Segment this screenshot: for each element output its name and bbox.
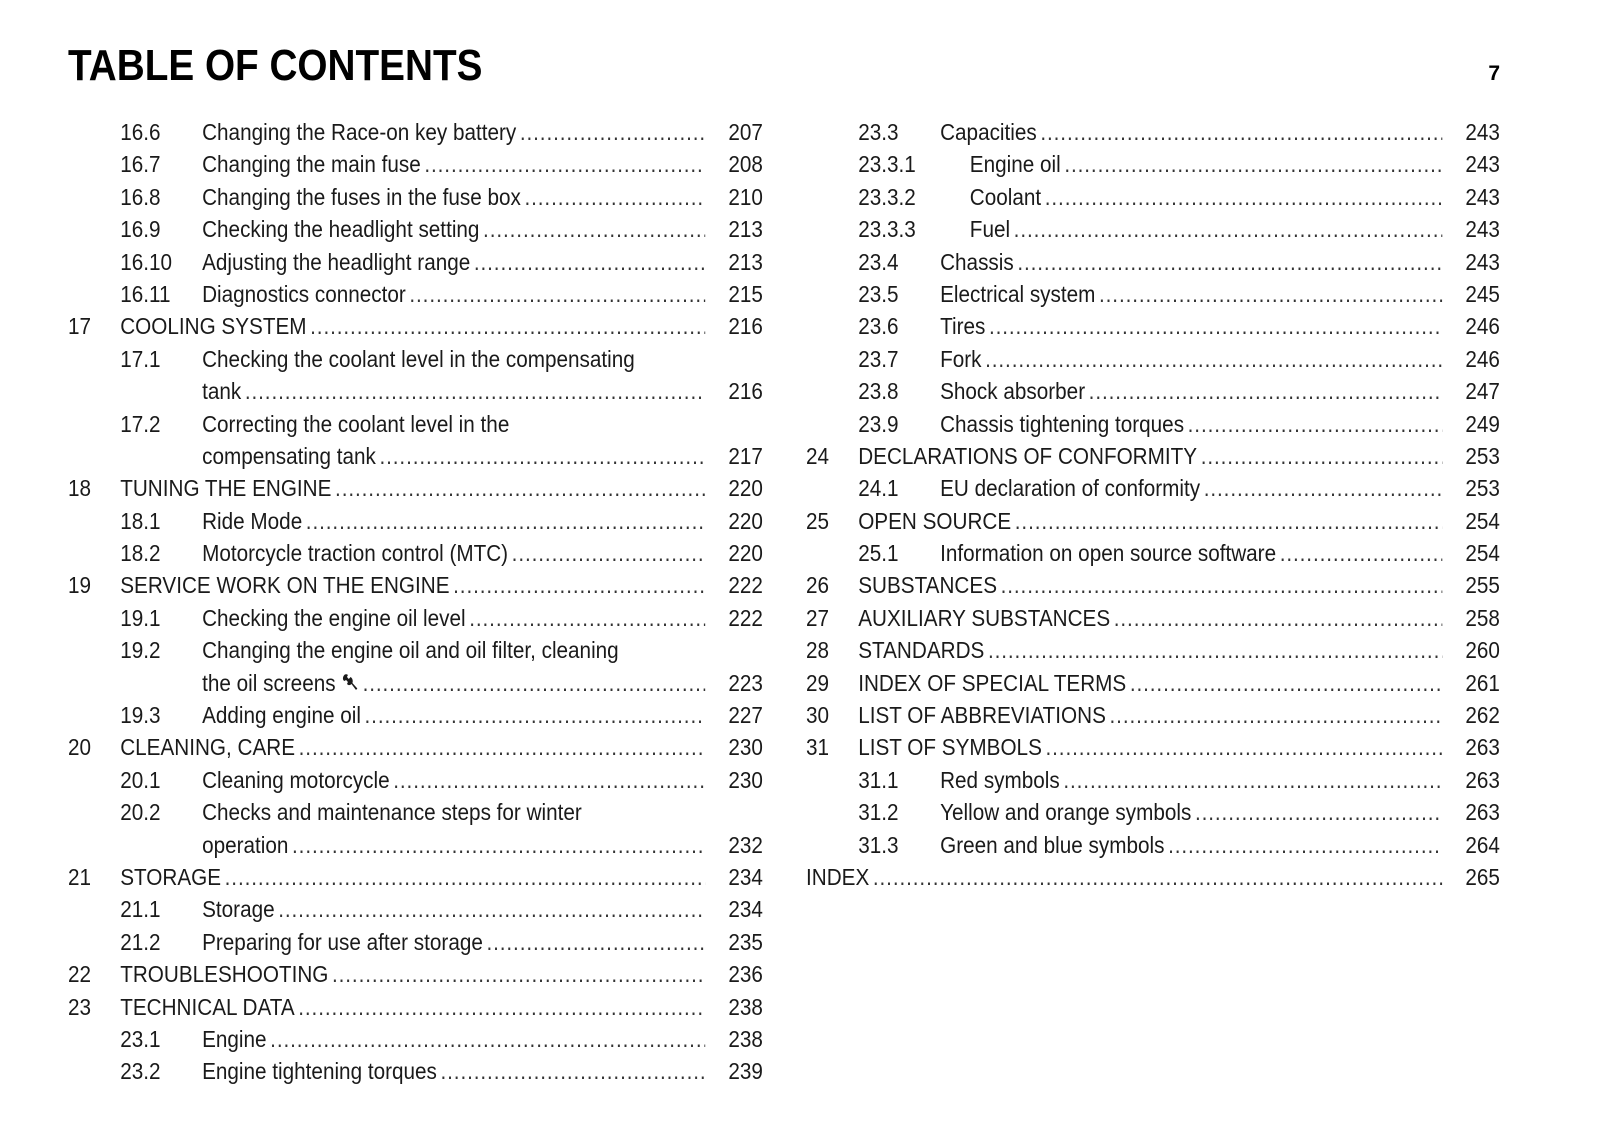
toc-entry-title: INDEX xyxy=(806,861,873,893)
dot-leader xyxy=(453,569,705,601)
toc-entry-continuation[interactable] xyxy=(68,667,763,699)
toc-entry-page: 255 xyxy=(1465,572,1500,599)
toc-entry-title: AUXILIARY SUBSTANCES xyxy=(858,602,1114,634)
toc-entry-number: 28 xyxy=(806,637,830,664)
toc-entry-page: 220 xyxy=(728,475,763,502)
dot-leader xyxy=(363,667,706,699)
dot-leader xyxy=(469,602,705,634)
toc-entry-page: 260 xyxy=(1465,637,1500,664)
dot-leader xyxy=(1110,699,1443,731)
dot-leader xyxy=(299,731,706,763)
toc-entry-number: 20 xyxy=(68,734,92,761)
toc-entry-title: Ride Mode xyxy=(202,505,306,537)
toc-entry-page: 213 xyxy=(728,216,763,243)
toc-entry-title-continuation: operation xyxy=(202,831,289,858)
toc-entry-number: 20.2 xyxy=(120,799,161,826)
toc-entry-page: 222 xyxy=(728,572,763,599)
toc-entry-title: Red symbols xyxy=(940,764,1063,796)
dot-leader xyxy=(524,181,705,213)
toc-entry-page: 223 xyxy=(728,669,763,696)
toc-entry-page: 243 xyxy=(1465,248,1500,275)
toc-entry-title: Motorcycle traction control (MTC) xyxy=(202,537,512,569)
toc-entry-title: Checks and maintenance steps for winter xyxy=(202,799,582,826)
dot-leader xyxy=(1099,278,1442,310)
toc-entry-page: 234 xyxy=(728,896,763,923)
toc-entry-page: 230 xyxy=(728,734,763,761)
dot-leader xyxy=(1014,213,1443,245)
toc-entry-title: Checking the headlight setting xyxy=(202,213,483,245)
dot-leader xyxy=(1045,181,1443,213)
toc-entry-page: 253 xyxy=(1465,442,1500,469)
toc-entry[interactable] xyxy=(68,181,763,213)
dot-leader xyxy=(1195,796,1442,828)
toc-entry-title: Shock absorber xyxy=(940,375,1089,407)
toc-entry-number: 23.3.3 xyxy=(858,216,916,243)
toc-entry-title: SUBSTANCES xyxy=(858,569,1000,601)
toc-entry-number: 23.9 xyxy=(858,410,899,437)
toc-entry[interactable] xyxy=(806,408,1500,440)
toc-entry-page: 230 xyxy=(728,766,763,793)
toc-entry-number: 19.2 xyxy=(120,637,161,664)
toc-entry-number: 17.2 xyxy=(120,410,161,437)
toc-entry-number: 23.6 xyxy=(858,313,899,340)
toc-entry[interactable] xyxy=(68,699,763,731)
toc-entry-page: 263 xyxy=(1465,734,1500,761)
toc-entry-page: 249 xyxy=(1465,410,1500,437)
toc-entry-title: Engine oil xyxy=(970,148,1065,180)
toc-entry-title: Changing the fuses in the fuse box xyxy=(202,181,524,213)
toc-entry[interactable] xyxy=(68,246,763,278)
dot-leader xyxy=(1114,602,1443,634)
toc-entry-title: Preparing for use after storage xyxy=(202,926,486,958)
toc-entry-number: 21 xyxy=(68,863,92,890)
toc-entry-number: 31.1 xyxy=(858,766,899,793)
toc-entry-number: 23.2 xyxy=(120,1058,161,1085)
toc-entry-page: 243 xyxy=(1465,216,1500,243)
toc-entry-page: 243 xyxy=(1465,183,1500,210)
dot-leader xyxy=(225,861,706,893)
toc-entry-title: Green and blue symbols xyxy=(940,829,1168,861)
dot-leader xyxy=(1017,246,1442,278)
toc-entry[interactable] xyxy=(68,116,763,148)
toc-entry-title: Coolant xyxy=(970,181,1045,213)
toc-entry-title: Engine xyxy=(202,1023,270,1055)
toc-entry-number: 31.3 xyxy=(858,831,899,858)
dot-leader xyxy=(245,375,705,407)
toc-entry-title: STANDARDS xyxy=(858,634,988,666)
dot-leader xyxy=(306,505,706,537)
toc-entry-number: 23.4 xyxy=(858,248,899,275)
dot-leader xyxy=(1001,569,1443,601)
toc-entry-page: 220 xyxy=(728,540,763,567)
toc-entry-number: 23.3.2 xyxy=(858,183,916,210)
toc-chapter[interactable] xyxy=(68,472,763,504)
toc-entry-number: 19 xyxy=(68,572,92,599)
toc-chapter[interactable] xyxy=(806,602,1500,634)
toc-entry[interactable] xyxy=(806,764,1500,796)
toc-chapter[interactable] xyxy=(806,634,1500,666)
toc-entry-page: 227 xyxy=(728,702,763,729)
dot-leader xyxy=(1280,537,1443,569)
toc-entry-number: 16.10 xyxy=(120,248,173,275)
dot-leader xyxy=(1188,408,1443,440)
toc-entry-title: STORAGE xyxy=(120,861,224,893)
toc-entry-title: Adding engine oil xyxy=(202,699,364,731)
toc-entry-page: 216 xyxy=(728,313,763,340)
toc-entry-continuation[interactable] xyxy=(68,440,763,472)
dot-leader xyxy=(278,893,705,925)
toc-entry[interactable] xyxy=(68,278,763,310)
toc-entry-number: 18 xyxy=(68,475,92,502)
toc-entry[interactable] xyxy=(806,246,1500,278)
dot-leader xyxy=(365,699,706,731)
toc-entry-number: 23.5 xyxy=(858,280,899,307)
toc-entry-page: 216 xyxy=(728,378,763,405)
toc-entry[interactable] xyxy=(806,537,1500,569)
toc-entry-number: 31.2 xyxy=(858,799,899,826)
dot-leader xyxy=(985,343,1442,375)
toc-entry-number: 17 xyxy=(68,313,92,340)
toc-entry-title: Capacities xyxy=(940,116,1040,148)
toc-entry-page: 263 xyxy=(1465,766,1500,793)
toc-entry[interactable] xyxy=(68,1055,763,1087)
toc-entry-page: 262 xyxy=(1465,702,1500,729)
toc-entry-title: Changing the Race-on key battery xyxy=(202,116,520,148)
toc-entry-title: Chassis xyxy=(940,246,1017,278)
toc-entry[interactable] xyxy=(806,213,1500,245)
dot-leader xyxy=(424,148,705,180)
toc-entry-number: 23.7 xyxy=(858,345,899,372)
toc-entry-title-continuation: tank xyxy=(202,378,242,405)
toc-entry-number: 16.11 xyxy=(120,280,171,307)
toc-entry-number: 23.3.1 xyxy=(858,151,916,178)
dot-leader xyxy=(409,278,705,310)
toc-entry[interactable] xyxy=(68,213,763,245)
dot-leader xyxy=(873,861,1442,893)
toc-entry[interactable] xyxy=(68,505,763,537)
wrench-icon xyxy=(341,669,359,689)
toc-entry[interactable] xyxy=(68,1023,763,1055)
toc-entry-page: 215 xyxy=(728,280,763,307)
toc-entry-page: 234 xyxy=(728,863,763,890)
toc-entry-number: 24.1 xyxy=(858,475,899,502)
toc-entry-title: Correcting the coolant level in the xyxy=(202,410,510,437)
toc-entry[interactable] xyxy=(68,926,763,958)
toc-entry[interactable] xyxy=(68,537,763,569)
toc-chapter[interactable] xyxy=(68,310,763,342)
toc-entry-title-continuation: compensating tank xyxy=(202,442,376,469)
dot-leader xyxy=(335,472,705,504)
dot-leader xyxy=(988,634,1442,666)
toc-entry-number: 18.1 xyxy=(120,507,161,534)
dot-leader xyxy=(332,958,705,990)
toc-entry-title: LIST OF ABBREVIATIONS xyxy=(858,699,1109,731)
toc-entry[interactable] xyxy=(68,343,763,375)
toc-entry-number: 16.9 xyxy=(120,216,161,243)
toc-entry-continuation[interactable] xyxy=(68,829,763,861)
dot-leader xyxy=(486,926,705,958)
toc-entry-page: 243 xyxy=(1465,119,1500,145)
toc-entry-page: 254 xyxy=(1465,540,1500,567)
page-title: TABLE OF CONTENTS xyxy=(68,41,483,90)
dot-leader xyxy=(440,1055,705,1087)
toc-entry-number: 31 xyxy=(806,734,830,761)
toc-entry-page: 245 xyxy=(1465,280,1500,307)
toc-entry-number: 23 xyxy=(68,993,92,1020)
toc-right-column xyxy=(806,116,1500,893)
toc-entry-page: 246 xyxy=(1465,345,1500,372)
dot-leader xyxy=(1063,764,1442,796)
toc-entry-page: 261 xyxy=(1465,669,1500,696)
toc-entry[interactable] xyxy=(68,408,763,440)
toc-entry-title: Information on open source software xyxy=(940,537,1280,569)
toc-entry-title: LIST OF SYMBOLS xyxy=(858,731,1045,763)
toc-entry-title: Diagnostics connector xyxy=(202,278,409,310)
toc-chapter[interactable] xyxy=(68,569,763,601)
toc-chapter[interactable] xyxy=(806,731,1500,763)
toc-entry-number: 25.1 xyxy=(858,540,899,567)
dot-leader xyxy=(393,764,705,796)
toc-entry[interactable] xyxy=(806,181,1500,213)
dot-leader xyxy=(512,537,706,569)
toc-entry-page: 253 xyxy=(1465,475,1500,502)
toc-entry[interactable] xyxy=(68,796,763,828)
dot-leader xyxy=(310,310,705,342)
toc-entry-title: Tires xyxy=(940,310,989,342)
toc-entry[interactable] xyxy=(806,148,1500,180)
toc-entry[interactable] xyxy=(68,634,763,666)
toc-entry-title: Checking the coolant level in the compensating xyxy=(202,345,635,372)
toc-entry-page: 217 xyxy=(728,442,763,469)
toc-entry-number: 21.2 xyxy=(120,928,161,955)
toc-entry-number: 20.1 xyxy=(120,766,161,793)
toc-entry-title: Fork xyxy=(940,343,985,375)
dot-leader xyxy=(270,1023,705,1055)
toc-entry-number: 22 xyxy=(68,961,92,988)
toc-entry-title: Storage xyxy=(202,893,278,925)
toc-left-column xyxy=(68,116,763,1088)
dot-leader xyxy=(989,310,1442,342)
toc-entry[interactable] xyxy=(68,602,763,634)
toc-entry-page: 239 xyxy=(728,1058,763,1085)
toc-entry[interactable] xyxy=(68,893,763,925)
toc-chapter[interactable] xyxy=(68,958,763,990)
toc-entry-title: Adjusting the headlight range xyxy=(202,246,474,278)
toc-entry[interactable] xyxy=(806,472,1500,504)
toc-entry-page: 235 xyxy=(728,928,763,955)
toc-entry-number: 16.8 xyxy=(120,183,161,210)
toc-entry[interactable] xyxy=(806,278,1500,310)
toc-entry-title: Changing the main fuse xyxy=(202,148,424,180)
dot-leader xyxy=(379,440,705,472)
toc-chapter[interactable] xyxy=(806,440,1500,472)
toc-entry-page: 254 xyxy=(1465,507,1500,534)
dot-leader xyxy=(1015,505,1443,537)
toc-entry-page: 220 xyxy=(728,507,763,534)
toc-entry-title: TROUBLESHOOTING xyxy=(120,958,332,990)
toc-entry-page: 258 xyxy=(1465,604,1500,631)
toc-entry-page: 243 xyxy=(1465,151,1500,178)
toc-entry-title: INDEX OF SPECIAL TERMS xyxy=(858,667,1130,699)
dot-leader xyxy=(1089,375,1443,407)
toc-entry-title: CLEANING, CARE xyxy=(120,731,298,763)
toc-entry-page: 213 xyxy=(728,248,763,275)
toc-chapter[interactable] xyxy=(806,569,1500,601)
toc-entry-title: TECHNICAL DATA xyxy=(120,991,298,1023)
toc-entry-page: 238 xyxy=(728,1025,763,1052)
toc-chapter[interactable] xyxy=(68,861,763,893)
dot-leader xyxy=(1201,440,1443,472)
dot-leader xyxy=(1168,829,1442,861)
toc-entry-number: 24 xyxy=(806,442,830,469)
toc-entry-title: Fuel xyxy=(970,213,1014,245)
toc-entry-number: 21.1 xyxy=(120,896,161,923)
toc-index[interactable] xyxy=(806,861,1500,893)
toc-entry-number: 23.3 xyxy=(858,119,899,145)
toc-entry-page: 263 xyxy=(1465,799,1500,826)
toc-entry-page: 208 xyxy=(728,151,763,178)
toc-entry-page: 264 xyxy=(1465,831,1500,858)
dot-leader xyxy=(483,213,705,245)
toc-entry-title: Checking the engine oil level xyxy=(202,602,469,634)
toc-chapter[interactable] xyxy=(68,991,763,1023)
toc-chapter[interactable] xyxy=(806,667,1500,699)
toc-entry-number: 30 xyxy=(806,702,830,729)
toc-entry-title: Electrical system xyxy=(940,278,1099,310)
toc-entry-number: 16.7 xyxy=(120,151,161,178)
toc-entry[interactable] xyxy=(806,116,1500,148)
toc-entry-page: 236 xyxy=(728,961,763,988)
page-number: 7 xyxy=(1488,62,1500,85)
toc-entry[interactable] xyxy=(806,829,1500,861)
toc-entry-page: 207 xyxy=(728,119,763,145)
toc-entry-number: 19.1 xyxy=(120,604,161,631)
dot-leader xyxy=(520,116,705,148)
toc-chapter[interactable] xyxy=(806,505,1500,537)
toc-entry-title: Yellow and orange symbols xyxy=(940,796,1195,828)
dot-leader xyxy=(1130,667,1443,699)
toc-entry-title: Cleaning motorcycle xyxy=(202,764,393,796)
toc-entry-title: Engine tightening torques xyxy=(202,1055,440,1087)
toc-entry[interactable] xyxy=(68,148,763,180)
toc-entry[interactable] xyxy=(806,310,1500,342)
toc-entry-continuation[interactable] xyxy=(68,375,763,407)
toc-entry-title: TUNING THE ENGINE xyxy=(120,472,335,504)
toc-entry-title-continuation: the oil screens xyxy=(202,669,336,696)
dot-leader xyxy=(1040,116,1442,148)
toc-entry-number: 18.2 xyxy=(120,540,161,567)
toc-entry-number: 26 xyxy=(806,572,830,599)
dot-leader xyxy=(474,246,705,278)
toc-chapter[interactable] xyxy=(68,731,763,763)
dot-leader xyxy=(292,829,705,861)
toc-entry-title: COOLING SYSTEM xyxy=(120,310,310,342)
toc-entry-number: 19.3 xyxy=(120,702,161,729)
toc-entry-number: 25 xyxy=(806,507,830,534)
dot-leader xyxy=(1064,148,1442,180)
toc-entry-title: EU declaration of conformity xyxy=(940,472,1204,504)
toc-entry-title: OPEN SOURCE xyxy=(858,505,1015,537)
toc-entry[interactable] xyxy=(806,796,1500,828)
toc-entry-page: 222 xyxy=(728,604,763,631)
toc-entry-title: Changing the engine oil and oil filter, cleaning xyxy=(202,637,619,664)
toc-entry-title: Chassis tightening torques xyxy=(940,408,1188,440)
dot-leader xyxy=(1045,731,1442,763)
dot-leader xyxy=(1204,472,1443,504)
toc-entry-title: SERVICE WORK ON THE ENGINE xyxy=(120,569,453,601)
toc-entry[interactable] xyxy=(68,764,763,796)
toc-entry[interactable] xyxy=(806,343,1500,375)
toc-entry-number: 23.1 xyxy=(120,1025,161,1052)
toc-entry-title: DECLARATIONS OF CONFORMITY xyxy=(858,440,1200,472)
toc-entry-number: 27 xyxy=(806,604,830,631)
toc-entry-page: 265 xyxy=(1465,863,1500,890)
toc-entry-number: 29 xyxy=(806,669,830,696)
toc-chapter[interactable] xyxy=(806,699,1500,731)
toc-entry-page: 238 xyxy=(728,993,763,1020)
dot-leader xyxy=(298,991,705,1023)
toc-entry-page: 246 xyxy=(1465,313,1500,340)
toc-entry-number: 17.1 xyxy=(120,345,161,372)
toc-entry-page: 210 xyxy=(728,183,763,210)
toc-entry-page: 232 xyxy=(728,831,763,858)
toc-entry-number: 16.6 xyxy=(120,119,161,145)
toc-entry-number: 23.8 xyxy=(858,378,899,405)
toc-entry-page: 247 xyxy=(1465,378,1500,405)
toc-entry[interactable] xyxy=(806,375,1500,407)
